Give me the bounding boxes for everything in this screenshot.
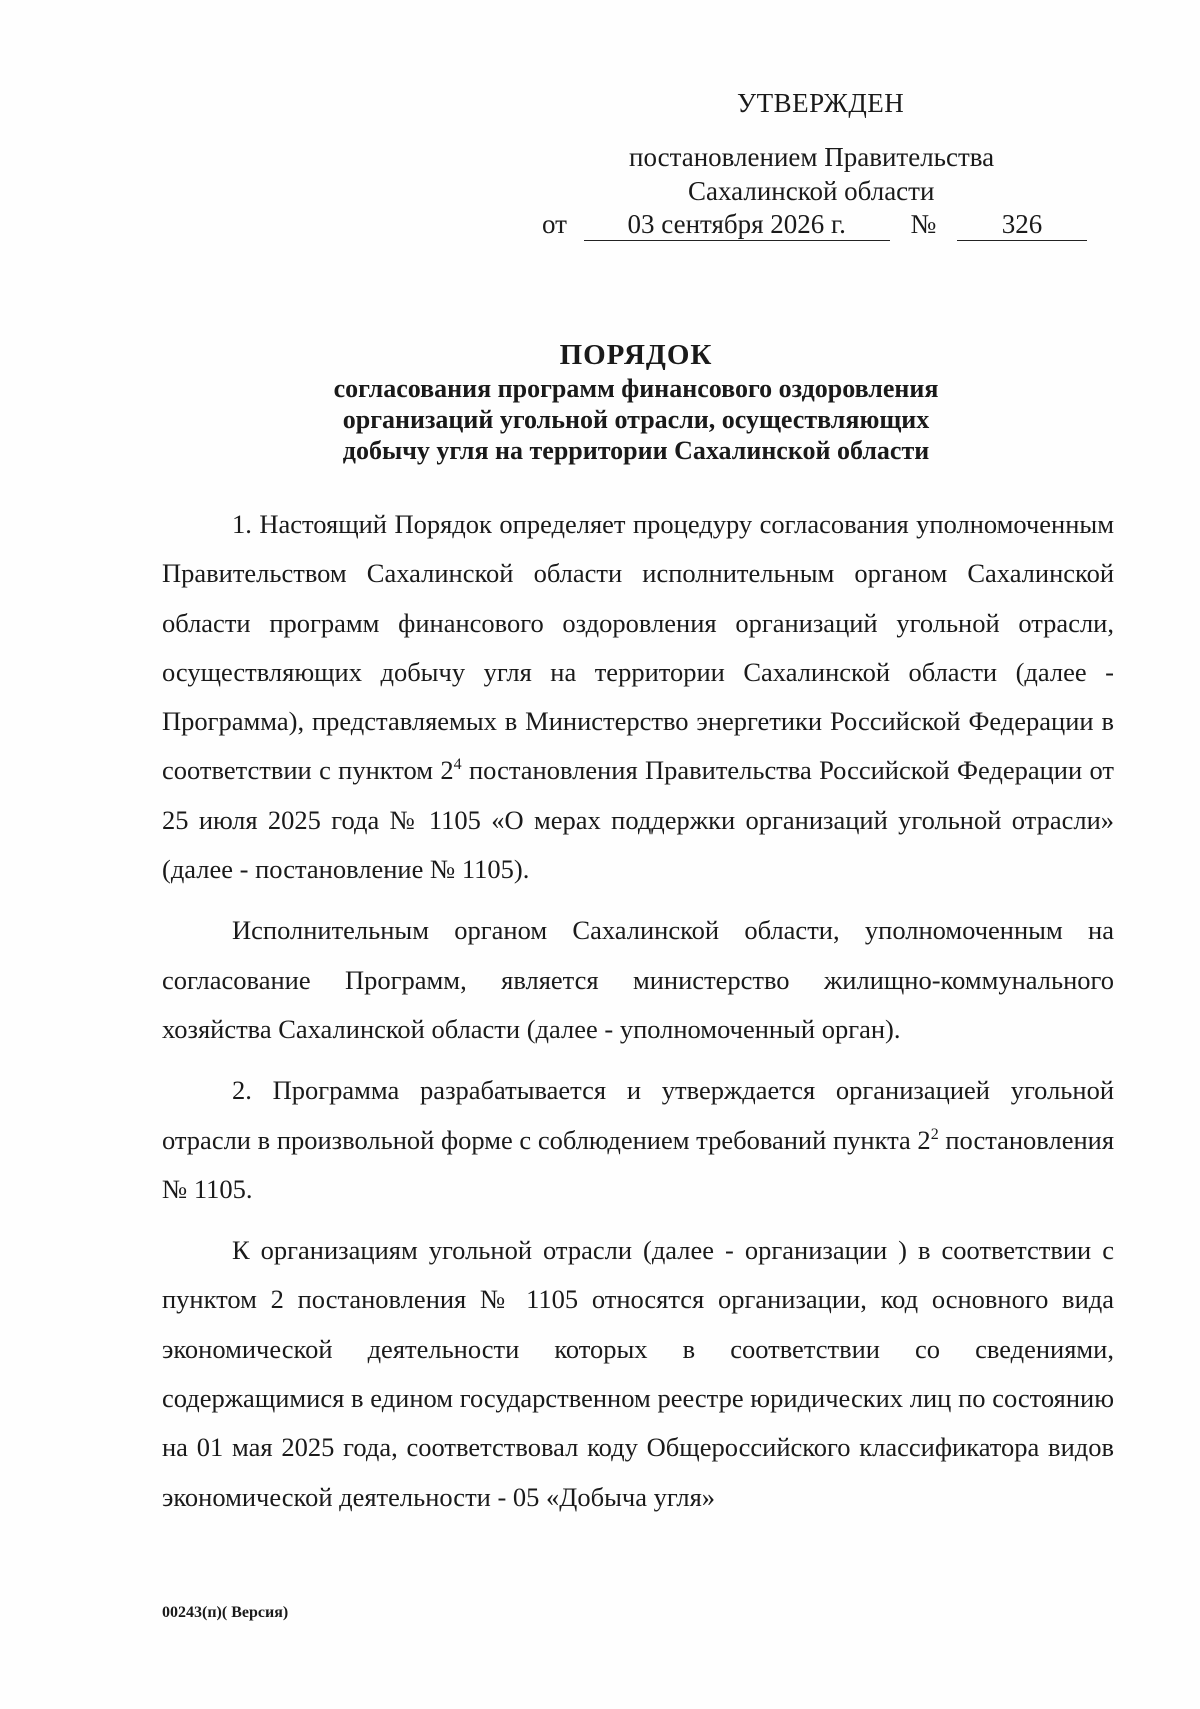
paragraph-1 (162, 500, 1114, 894)
paragraph-4: К организациям угольной отрасли (далее - организации ) в соответствии с пунктом 2 постановления № 1105 относятся организации, код основного вида экономической деятельности которых в соответствии со сведениями, содержащимися в едином государственном реестре юридических лиц по состоянию на 01 мая 2025 года, соответствовал коду Общероссийского классификатора видов экономической деятельности - 05 «Добыча угля» (162, 1235, 1114, 1512)
title-line2: организаций угольной отрасли, осуществляющих (342, 405, 930, 434)
from-label: от (542, 209, 567, 239)
paragraph-3-superscript: 2 (930, 1125, 939, 1143)
paragraph-1-text-a: 1. Настоящий Порядок определяет процедуру согласования уполномоченным Правительством Сахалинской области исполнительным органом Сахалинской области программ финансового оздоровления организаций угольной отрасли, осуществляющих добычу угля на территории Сахалинской области (далее - Программа), представляемых в Министерство энергетики Российской Федерации в соответствии с пунктом 2 (162, 509, 1114, 786)
paragraph-3 (162, 1066, 1114, 1214)
approval-authority-line2: Сахалинской области (688, 176, 935, 206)
paragraph-3-text-a: 2. Программа разрабатывается и утверждается организацией угольной отрасли в произвольной форме с соблюдением требований пункта 2 (162, 1075, 1114, 1155)
title-heading: ПОРЯДОК (559, 339, 713, 371)
approval-number: 326 (957, 208, 1087, 241)
title-line1: согласования программ финансового оздоровления (333, 374, 939, 403)
approval-date: 03 сентября 2026 г. (584, 208, 890, 241)
approval-authority-line1: постановлением Правительства (629, 142, 995, 172)
title-line3: добычу угля на территории Сахалинской области (342, 436, 930, 465)
document-body (162, 500, 1114, 1522)
approval-date-line (542, 208, 1087, 241)
paragraph-1-superscript: 4 (453, 756, 462, 774)
paragraph-2: Исполнительным органом Сахалинской области, уполномоченным на согласование Программ, является министерство жилищно-коммунального хозяйства Сахалинской области (далее - уполномоченный орган). (162, 915, 1114, 1044)
paragraph-1-text-b: постановления Правительства Российской Федерации от 25 июля 2025 года № 1105 «О мерах поддержки организаций угольной отрасли» (далее - постановление № 1105). (162, 755, 1114, 885)
approved-label: УТВЕРЖДЕН (737, 88, 905, 118)
paragraph-3-text-b: постановления № 1105. (162, 1124, 1115, 1204)
number-label: № (910, 209, 937, 239)
footer-code: 00243(п)( Версия) (162, 1604, 289, 1621)
document-title (160, 337, 1112, 466)
